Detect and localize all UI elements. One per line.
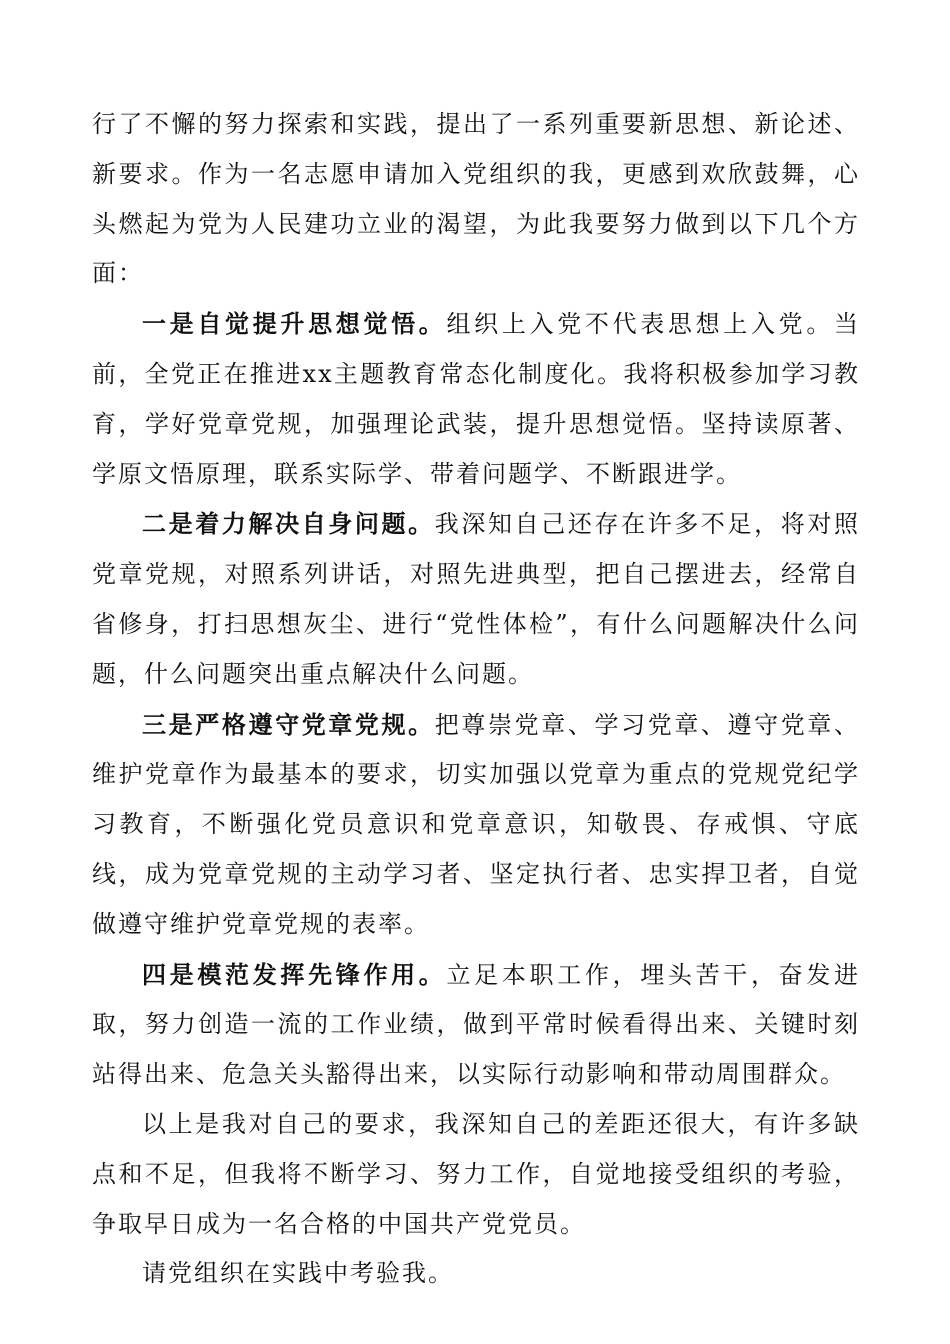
paragraph-text: 请党组织在实践中考验我。: [142, 1259, 454, 1288]
paragraph-text: 以上是我对自己的要求，我深知自己的差距还很大，有许多缺点和不足，但我将不断学习、努力工作，自觉地接受组织的考验，争取早日成为一名合格的中国共产党党员。: [92, 1109, 860, 1238]
paragraph-closing-request: [92, 1249, 860, 1299]
paragraph-point-four: [92, 950, 860, 1100]
document-page: [92, 100, 860, 1299]
paragraph-text: 组织上入党不代表思想上入党。当前，全党正在推进xx主题教育常态化制度化。我将积极参加学习教育，学好党章党规，加强理论武装，提升思想觉悟。坚持读原著、学原文悟原理，联系实际学、带着问题学、不断跟进学。: [92, 310, 861, 488]
paragraph-lead-heading: 一是自觉提升思想觉悟。: [142, 309, 447, 339]
paragraph-lead-heading: 二是着力解决自身问题。: [142, 509, 435, 539]
paragraph-text: 把尊崇党章、学习党章、遵守党章、维护党章作为最基本的要求，切实加强以党章为重点的党规党纪学习教育，不断强化党员意识和党章意识，知敬畏、存戒惧、守底线，成为党章党规的主动学习者、坚定执行者、忠实捍卫者，自觉做遵守维护党章党规的表率。: [92, 710, 861, 938]
paragraph-text: 行了不懈的努力探索和实践，提出了一系列重要新思想、新论述、新要求。作为一名志愿申请加入党组织的我，更感到欢欣鼓舞，心头燃起为党为人民建功立业的渴望，为此我要努力做到以下几个方面：: [92, 110, 860, 288]
paragraph-conclusion: [92, 1100, 860, 1249]
paragraph-lead-heading: 四是模范发挥先锋作用。: [142, 959, 447, 989]
paragraph-text: 我深知自己还存在许多不足，将对照党章党规，对照系列讲话，对照先进典型，把自己摆进去，经常自省修身，打扫思想灰尘、进行“党性体检”，有什么问题解决什么问题，什么问题突出重点解决什么问题。: [92, 510, 861, 688]
paragraph-text: 立足本职工作，埋头苦干，奋发进取，努力创造一流的工作业绩，做到平常时候看得出来、关键时刻站得出来、危急关头豁得出来，以实际行动影响和带动周围群众。: [92, 960, 861, 1089]
paragraph-point-three: [92, 700, 860, 950]
paragraph-intro-continued: [92, 100, 860, 299]
paragraph-point-two: [92, 499, 860, 699]
paragraph-point-one: [92, 299, 860, 499]
paragraph-lead-heading: 三是严格遵守党章党规。: [142, 709, 435, 739]
